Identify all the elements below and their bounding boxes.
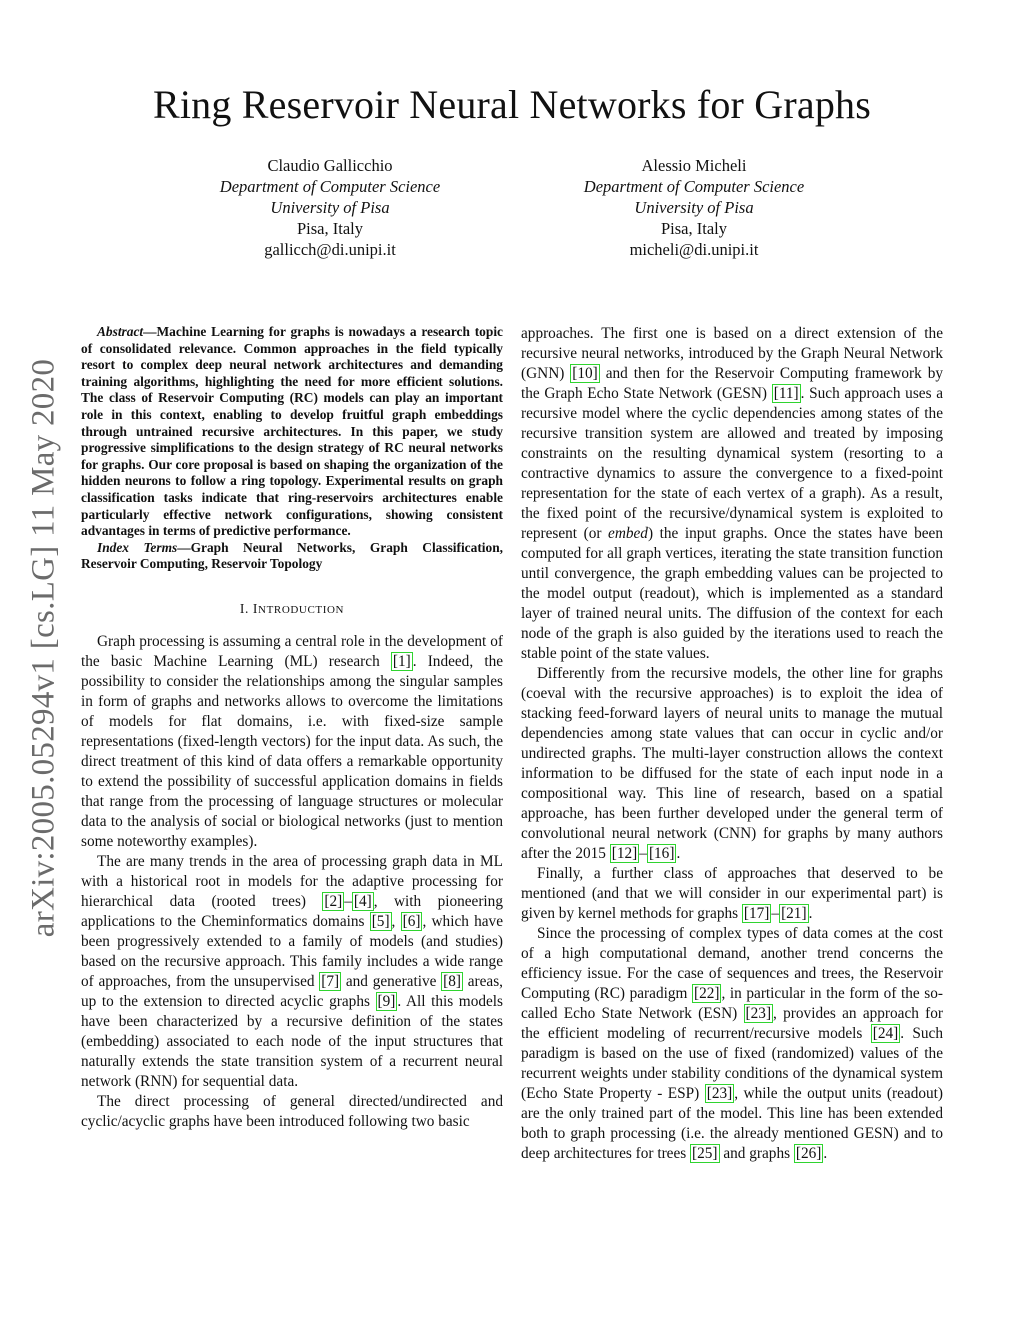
abstract: Abstract—Machine Learning for graphs is nowadays a research topic of consolidated relevance. Common approaches in the field typically resort to complex deep neural network architectures and demanding training algorithms, highlighting the need for more efficient solutions. The class of Reservoir Computing (RC) models can play an important role in this context, enabling to develop fruitful graph embeddings through untrained recursive architectures. In this paper, we study progressive simplifications to the design strategy of RC neural networks for graphs. Our core proposal is based on shaping the organization of the hidden neurons to follow a ring topology. Experimental results on graph classification tasks indicate that ring-reservoirs architectures enable particularly effective network configurations, showing consistent advantages in terms of predictive performance. — [81, 324, 503, 539]
citation-link[interactable]: [11] — [773, 385, 799, 402]
citation-link[interactable]: [2] — [324, 892, 343, 910]
citation-link[interactable]: [9] — [377, 992, 396, 1010]
index-terms-text: Graph Neural Networks, Graph Classification, Reservoir Computing, Reservoir Topology — [81, 539, 503, 572]
citation-link[interactable]: [1] — [392, 652, 411, 670]
index-terms: Index Terms—Graph Neural Networks, Graph Classification, Reservoir Computing, Reservoir Topology — [81, 539, 503, 572]
paragraph: Finally, a further class of approaches that deserved to be mentioned (and that we will consider in our experimental part) is given by kernel methods for graphs [17] – [21] . — [521, 865, 943, 922]
citation-link[interactable]: [25] — [692, 1145, 718, 1162]
author-university: University of Pisa — [270, 198, 390, 217]
author-block-2 — [524, 155, 864, 260]
paragraph: The are many trends in the area of processing graph data in ML with a historical root in models for the adaptive processing for hierarchical data (rooted trees) [2] – [4] , with pioneering applications to the Cheminformatics domains [5] , [6] , which have been progressively extended to a family of models (and studies) based on the recursive approach. This family includes a wide range of approaches, from the unsupervised [7] and generative [8] areas, up to the extension to directed acyclic graphs [9] . All this models have been characterized by a recursive definition of the states (embedding) associated to each node of the input structures that naturally extends the state transition system of a recurrent neural network (RNN) for sequential data. — [81, 852, 503, 1090]
citation-link[interactable]: [10] — [572, 365, 598, 382]
citation-link[interactable]: [17] — [743, 905, 770, 922]
author-location: Pisa, Italy — [661, 219, 727, 238]
citation-link[interactable]: [21] — [781, 905, 807, 922]
citation-link[interactable]: [7] — [321, 972, 340, 990]
author-department: Department of Computer Science — [219, 177, 441, 196]
paragraph: Since the processing of complex types of data comes at the cost of a high computational demand, another trend concerns the efficiency issue. For the case of sequences and trees, the Reservoir Computing (RC) paradigm [22] , in particular in the form of the so-called Echo State Network (ESN) [23] , provides an approach for the efficient modeling of recurrent/recursive models [24] . Such paradigm is based on the use of fixed (randomized) values of the recurrent weights under stability conditions of the dynamical system (Echo State Property - ESP) [23] , while the output units (readout) are the only trained part of the model. This line has been extended both to graph processing (i.e. the already mentioned GESN) and to deep architectures for trees [25] and graphs [26] . — [521, 925, 943, 1162]
author-email: micheli@di.unipi.it — [629, 240, 759, 259]
author-department: Department of Computer Science — [583, 177, 805, 196]
author-name: Claudio Gallicchio — [267, 156, 393, 175]
paragraph: approaches. The first one is based on a direct extension of the recursive neural networks, introduced by the Graph Neural Network (GNN) [10] and then for the Reservoir Computing framework by the Graph Echo State Network (GESN) [11] . Such approach uses a recursive model where the cyclic dependencies among states of the recursive transition system are allowed and treated by imposing constraints on the resulting dynamical system (resorting to a contractive dynamics to assure the convergence to a fixed-point representation for the state of each vertex of a graph). As a result, the fixed point of the recursive/dynamical system is exploited to represent (or embed) the input graphs. Once the states have been computed for all graph vertices, iterating the state transition function until convergence, the graph embedding values can be projected to the model output (readout), which is implemented as a standard layer of trained neural units. The diffusion of the context for each node of the graph is also guided by the iterations used to reach the stable point of the state values. — [521, 325, 943, 662]
index-terms-label: Index Terms — [97, 539, 178, 555]
citation-link[interactable]: [5] — [371, 912, 390, 930]
citation-link[interactable]: [26] — [795, 1145, 822, 1162]
section-heading-introduction: I. INTRODUCTION — [239, 600, 345, 616]
citation-link[interactable]: [23] — [745, 1005, 772, 1022]
left-column — [81, 324, 503, 1132]
arxiv-stamp: arXiv:2005.05294v1 [cs.LG] 11 May 2020 — [25, 358, 62, 938]
citation-link[interactable]: [8] — [443, 972, 461, 990]
citation-link[interactable]: [22] — [693, 985, 720, 1002]
paragraph: Differently from the recursive models, the other line for graphs (coeval with the recursive approaches) is to exploit the idea of stacking feed-forward layers of neural units to manage the mutual dependencies among state values that can occur in cyclic and/or undirected graphs. The multi-layer construction allows the context information to be diffused for the state of each input node in a compositional way. This line of research, based on a spatial approache, has been further developed under the general term of convolutional neural network (CNN) for graphs by many authors after the 2015 [12] – [16] . — [521, 665, 943, 862]
citation-link[interactable]: [12] — [611, 845, 638, 862]
author-block-1 — [160, 155, 500, 260]
right-column — [521, 324, 943, 1164]
citation-link[interactable]: [6] — [402, 912, 421, 930]
citation-link[interactable]: [23] — [706, 1085, 733, 1102]
abstract-label: Abstract — [97, 324, 144, 339]
citation-link[interactable]: [16] — [648, 845, 675, 862]
author-email: gallicch@di.unipi.it — [264, 240, 396, 259]
abstract-text: Machine Learning for graphs is nowadays a research topic of consolidated relevance. Common approaches in the field typically resort to complex deep neural network architectures and demanding training algorithms, highlighting the need for more efficient solutions. The class of Reservoir Computing (RC) models can play an important role in this context, enabling to develop fruitful graph embeddings through untrained recursive architectures. In this paper, we study progressive simplifications to the design strategy of RC neural networks for graphs. Our core proposal is based on shaping the organization of the hidden neurons to follow a ring topology. Experimental results on graph classification tasks indicate that ring-reservoirs architectures enable particularly effective network configurations, showing consistent advantages in terms of predictive performance. — [81, 324, 503, 539]
paragraph: The direct processing of general directed/undirected and cyclic/acyclic graphs have been introduced following two basic — [81, 1092, 503, 1130]
citation-link[interactable]: [4] — [353, 892, 372, 910]
paper-title: Ring Reservoir Neural Networks for Graphs — [152, 82, 872, 127]
citation-link[interactable]: [24] — [872, 1025, 899, 1042]
author-university: University of Pisa — [634, 198, 754, 217]
author-location: Pisa, Italy — [297, 219, 363, 238]
author-name: Alessio Micheli — [641, 156, 747, 175]
paragraph: Graph processing is assuming a central role in the development of the basic Machine Learning (ML) research [1] . Indeed, the possibility to consider the relationships among the singular samples in form of graphs and networks allows to overcome the limitations of models for flat domains, i.e. with fixed-size sample representations (fixed-length vectors) for the input data. As such, the direct treatment of this kind of data offers a remarkable opportunity to extend the possibility of successful application domains in fields that range from the processing of language structures or molecular data to the analysis of social or biological networks (just to mention some noteworthy examples). — [81, 632, 504, 850]
